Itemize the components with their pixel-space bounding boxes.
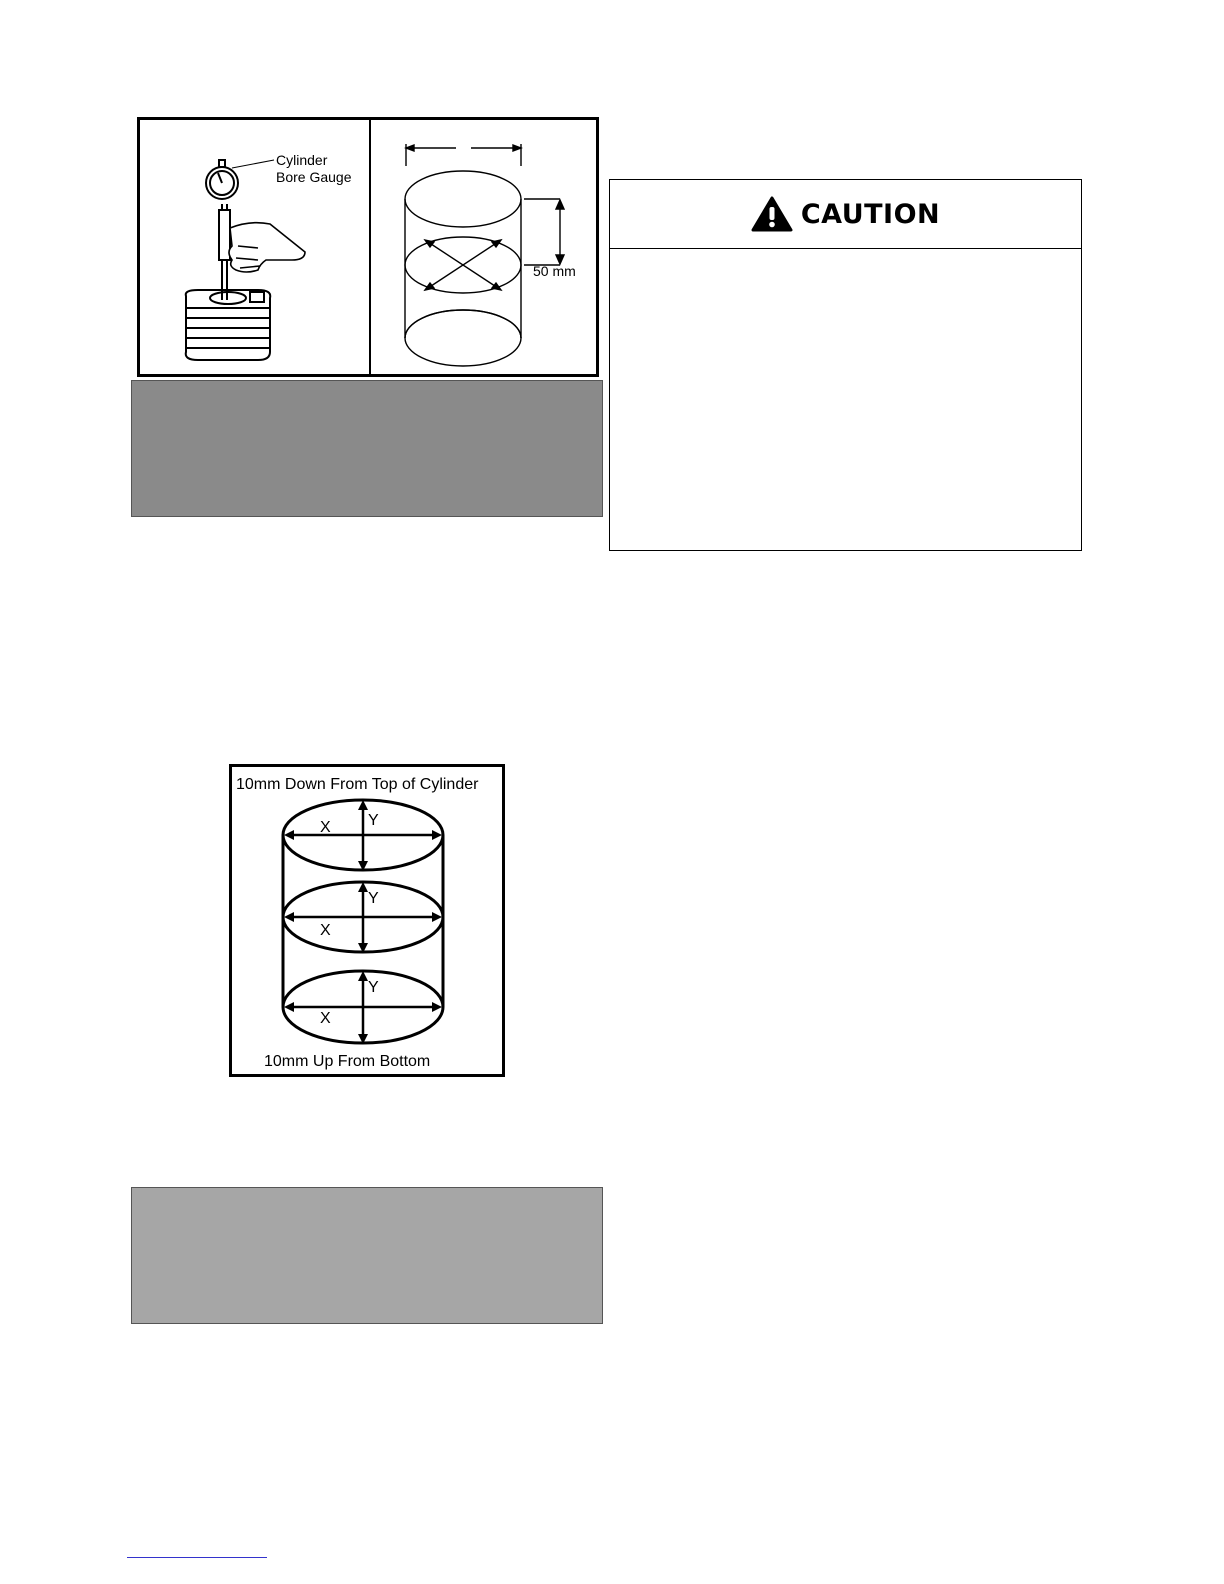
xy-measurement-illustration	[232, 767, 502, 1074]
measurement-arrows	[287, 803, 439, 1041]
y-label-middle: Y	[368, 890, 379, 907]
y-label-bottom: Y	[368, 979, 379, 996]
x-label-top: X	[320, 819, 331, 836]
x-label-bottom: X	[320, 1010, 331, 1027]
gauge-label-line1: Cylinder	[276, 152, 328, 168]
hand-drawing	[229, 223, 305, 272]
cylinder-block-drawing	[186, 290, 271, 360]
top-position-label: 10mm Down From Top of Cylinder	[236, 776, 479, 793]
figure-divider	[369, 120, 371, 374]
caution-box	[609, 179, 1082, 551]
depth-label: 50 mm	[533, 263, 576, 279]
grey-note-box-lower	[131, 1187, 603, 1324]
caution-title: CAUTION	[800, 198, 941, 230]
y-label-top: Y	[368, 812, 379, 829]
bottom-position-label: 10mm Up From Bottom	[264, 1053, 431, 1070]
warning-triangle-icon	[751, 196, 793, 232]
grey-note-box-upper	[131, 380, 603, 517]
x-label-middle: X	[320, 922, 331, 939]
gauge-label-line2: Bore Gauge	[276, 169, 352, 185]
footer-link-underline[interactable]	[127, 1557, 267, 1558]
bore-gauge-illustration	[140, 120, 596, 374]
cylinder-measurement-drawing	[405, 144, 564, 366]
bore-gauge-figure	[137, 117, 599, 377]
xy-measurement-figure	[229, 764, 505, 1077]
caution-header	[610, 180, 1081, 249]
